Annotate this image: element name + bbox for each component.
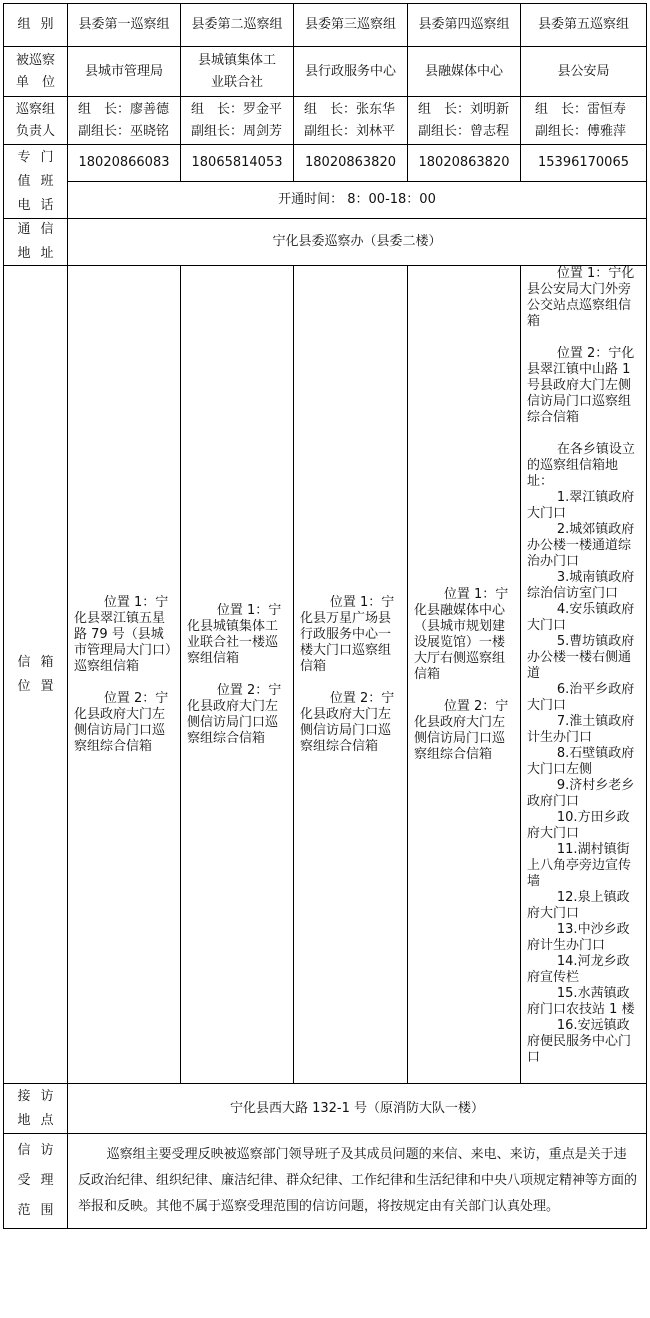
row-label-unit xyxy=(3,46,68,97)
leaders-4 xyxy=(407,96,521,145)
mailbox-location: 位置 2：宁化县政府大门左侧信访局门口巡察组综合信箱 xyxy=(414,698,509,762)
scope-description xyxy=(67,1133,647,1229)
township-mailbox: 9.济村乡老乡政府门口 xyxy=(527,778,635,809)
row-label-scope xyxy=(3,1133,68,1229)
row-label-phone xyxy=(3,144,68,219)
township-mailbox: 5.曹坊镇政府办公楼一楼右侧通道 xyxy=(527,634,635,681)
mailbox-locations-3 xyxy=(293,265,408,1084)
unit-4: 县融媒体中心 xyxy=(407,46,521,97)
deputy-name: 副组长：傅雅萍 xyxy=(535,123,627,139)
label-char: 访 xyxy=(40,1143,54,1158)
township-mailbox: 7.淮土镇政府计生办门口 xyxy=(527,714,635,745)
mailbox-location: 位置 2：宁化县政府大门左侧信访局门口巡察组综合信箱 xyxy=(300,690,395,754)
township-mailbox: 12.泉上镇政府大门口 xyxy=(527,890,630,921)
label-char: 范 xyxy=(17,1203,31,1218)
label-line: 单 位 xyxy=(15,74,55,90)
township-mailbox: 10.方田乡政府大门口 xyxy=(527,810,630,841)
label-char: 信 xyxy=(17,1143,31,1158)
label-char: 址 xyxy=(40,246,54,261)
township-mailbox: 15.水茜镇政府门口农技站 1 楼 xyxy=(527,986,635,1017)
township-mailbox: 11.湖村镇街上八角亭旁边宣传墙 xyxy=(527,842,632,889)
deputy-name: 副组长：巫晓铭 xyxy=(78,123,170,139)
label-line: 被巡察 xyxy=(15,52,55,68)
scope-text: 巡察组主要受理反映被巡察部门领导班子及其成员问题的来信、来电、来访，重点是关于违反政治纪律、组织纪律、廉洁纪律、群众纪律、工作纪律和生活纪律和中央八项规定精神等方面的举报和反映。其他不属于巡察受理范围的信访问题，将按规定由有关部门认真处理。 xyxy=(78,1147,638,1214)
mailbox-locations-4 xyxy=(407,265,521,1084)
mailing-address: 宁化县委巡察办（县委二楼） xyxy=(67,218,647,266)
label-char: 别 xyxy=(40,17,54,32)
label-char: 受 xyxy=(17,1173,31,1188)
leaders-5 xyxy=(520,96,647,145)
deputy-name: 副组长：曾志程 xyxy=(418,123,510,139)
row-label-mailbox xyxy=(3,265,68,1084)
phone-2[interactable]: 18065814053 xyxy=(180,144,294,182)
label-char: 位 xyxy=(17,678,31,694)
leaders-2 xyxy=(180,96,294,145)
mailbox-location: 位置 1：宁化县公安局大门外旁公交站点巡察组信箱 xyxy=(527,266,635,329)
leader-name: 组 长：罗金平 xyxy=(191,101,283,117)
label-char: 电 xyxy=(17,197,31,213)
label-char: 通 xyxy=(17,222,31,237)
label-char: 置 xyxy=(40,678,54,694)
township-mailbox: 4.安乐镇政府大门口 xyxy=(527,602,635,633)
phone-4[interactable]: 18020863820 xyxy=(407,144,521,182)
row-label-leader xyxy=(3,96,68,145)
township-mailbox: 13.中沙乡政府计生办门口 xyxy=(527,922,630,953)
mailbox-location: 位置 1：宁化县翠江镇五星路 79 号（县城市管理局大门口）巡察组信箱 xyxy=(74,594,172,674)
mailbox-locations-5 xyxy=(520,265,647,1084)
label-char: 组 xyxy=(17,17,31,32)
label-char: 点 xyxy=(40,1112,54,1128)
label-char: 门 xyxy=(40,149,54,165)
township-mailbox: 6.治平乡政府大门口 xyxy=(527,682,635,713)
label-char: 信 xyxy=(17,654,31,670)
mailbox-location: 位置 1：宁化县融媒体中心（县城市规划建设展览馆）一楼大厅右侧巡察组信箱 xyxy=(414,586,509,682)
mailbox-location: 位置 2：宁化县翠江镇中山路 1 号县政府大门左侧信访局门口巡察组综合信箱 xyxy=(527,346,635,425)
row-label-reception xyxy=(3,1083,68,1134)
label-char: 值 xyxy=(17,173,31,189)
deputy-name: 副组长：刘林平 xyxy=(304,123,396,139)
township-intro: 在各乡镇设立的巡察组信箱地址： xyxy=(527,442,635,489)
leader-name: 组 长：廖善德 xyxy=(78,101,170,117)
row-label-address xyxy=(3,218,68,266)
unit-5: 县公安局 xyxy=(520,46,647,97)
unit-1: 县城市管理局 xyxy=(67,46,181,97)
township-mailbox: 8.石壁镇政府大门口左侧 xyxy=(527,746,635,777)
unit-3: 县行政服务中心 xyxy=(293,46,408,97)
label-char: 箱 xyxy=(40,654,54,670)
label-line: 负责人 xyxy=(15,123,55,139)
label-line: 巡察组 xyxy=(15,101,55,117)
label-char: 班 xyxy=(40,173,54,189)
label-char: 地 xyxy=(17,246,31,261)
leader-name: 组 长：刘明新 xyxy=(418,101,510,117)
label-char: 理 xyxy=(40,1173,54,1188)
group-name-5: 县委第五巡察组 xyxy=(520,3,647,47)
row-label-group xyxy=(3,3,68,47)
mailbox-locations-1 xyxy=(67,265,181,1084)
mailbox-location: 位置 1：宁化县城镇集体工业联合社一楼巡察组信箱 xyxy=(187,602,282,666)
deputy-name: 副组长：周剑芳 xyxy=(191,123,283,139)
mailbox-location: 位置 2：宁化县政府大门左侧信访局门口巡察组综合信箱 xyxy=(74,690,169,754)
reception-address: 宁化县西大路 132-1 号（原消防大队一楼） xyxy=(67,1083,647,1134)
township-mailbox: 16.安远镇政府便民服务中心门口 xyxy=(527,1018,632,1065)
label-char: 围 xyxy=(40,1203,54,1218)
unit-2: 县城镇集体工业联合社 xyxy=(180,46,294,97)
label-char: 信 xyxy=(40,222,54,237)
label-char: 地 xyxy=(17,1112,31,1128)
label-char: 话 xyxy=(40,197,54,213)
leaders-1 xyxy=(67,96,181,145)
township-mailbox: 14.河龙乡政府宣传栏 xyxy=(527,954,630,985)
group-name-2: 县委第二巡察组 xyxy=(180,3,294,47)
label-char: 访 xyxy=(40,1088,54,1104)
phone-5[interactable]: 15396170065 xyxy=(520,144,647,182)
township-mailbox: 1.翠江镇政府大门口 xyxy=(527,490,635,521)
mailbox-locations-2 xyxy=(180,265,294,1084)
phone-3[interactable]: 18020863820 xyxy=(293,144,408,182)
group-name-4: 县委第四巡察组 xyxy=(407,3,521,47)
leader-name: 组 长：张东华 xyxy=(304,101,396,117)
mailbox-location: 位置 1：宁化县万星广场县行政服务中心一楼大门口巡察组信箱 xyxy=(300,594,395,674)
mailbox-location: 位置 2：宁化县政府大门左侧信访局门口巡察组综合信箱 xyxy=(187,682,282,746)
leader-name: 组 长：雷恒寿 xyxy=(535,101,627,117)
township-mailbox: 2.城郊镇政府办公楼一楼通道综治办门口 xyxy=(527,522,635,569)
label-char: 专 xyxy=(17,149,31,165)
service-hours: 开通时间： 8：00-18：00 xyxy=(67,181,647,219)
township-mailbox: 3.城南镇政府综治信访室门口 xyxy=(527,570,635,601)
group-name-1: 县委第一巡察组 xyxy=(67,3,181,47)
phone-1[interactable]: 18020866083 xyxy=(67,144,181,182)
leaders-3 xyxy=(293,96,408,145)
group-name-3: 县委第三巡察组 xyxy=(293,3,408,47)
label-char: 接 xyxy=(17,1088,31,1104)
